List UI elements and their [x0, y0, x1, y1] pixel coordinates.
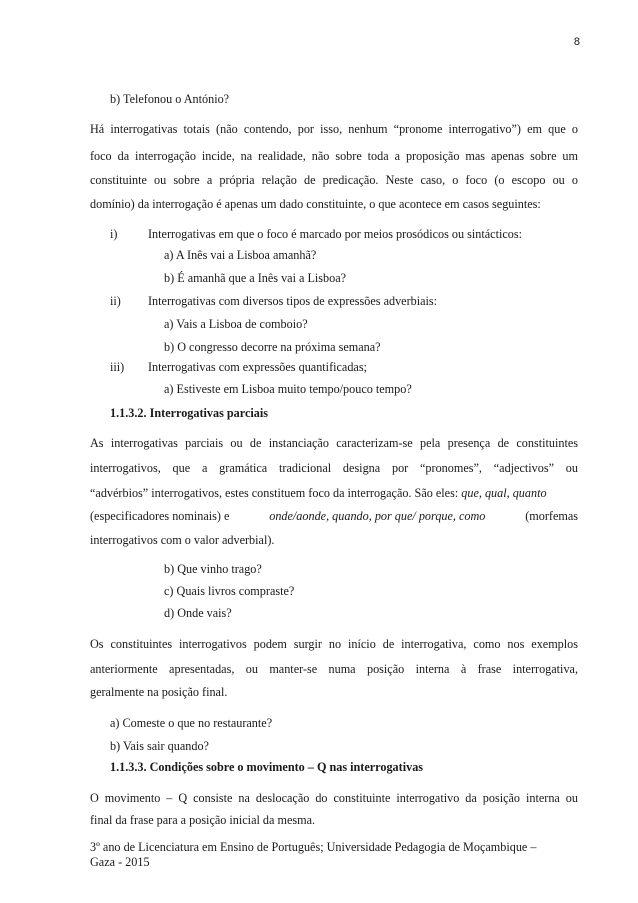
paragraph-line: constituinte ou sobre a própria relação de predicação. Neste caso, o foco (o escopo ou o [90, 173, 578, 187]
section-heading: 1.1.3.3. Condições sobre o movimento – Q nas interrogativas [110, 760, 424, 774]
example-item: a) A Inês vai a Lisboa amanhã? [164, 248, 317, 262]
paragraph-line: interrogativos com o valor adverbial). [90, 533, 275, 547]
list-marker: i) [110, 227, 118, 241]
example-item: d) Onde vais? [164, 606, 232, 620]
section-heading: 1.1.3.2. Interrogativas parciais [110, 406, 268, 420]
paragraph-line: interrogativos, que a gramática tradicional designa por “pronomes”, “adjectivos” ou [90, 461, 578, 475]
footer [90, 840, 580, 870]
paragraph-line: As interrogativas parciais ou de instanciação caracterizam-se pela presença de constituintes [90, 436, 578, 450]
intro-example: b) Telefonou o António? [110, 92, 230, 106]
list-marker: ii) [110, 294, 121, 308]
list-item-text: Interrogativas com expressões quantificadas; [148, 360, 367, 374]
paragraph-line: domínio) da interrogação é apenas um dado constituinte, o que acontece em casos seguintes: [90, 197, 541, 211]
paragraph-line: Há interrogativas totais (não contendo, por isso, nenhum “pronome interrogativo”) em que o [90, 122, 578, 136]
example-item: a) Vais a Lisboa de comboio? [164, 317, 308, 331]
paragraph-line: final da frase para a posição inicial da mesma. [90, 813, 316, 827]
paragraph-text: “advérbios” interrogativos, estes constituem foco da interrogação. São eles: [90, 486, 459, 500]
italic-terms: que, qual, quanto [461, 486, 547, 500]
paragraph-text: (especificadores nominais) e [90, 509, 230, 523]
example-item: a) Comeste o que no restaurante? [110, 716, 273, 730]
paragraph-line [90, 485, 578, 501]
list-marker: iii) [110, 360, 125, 374]
example-item: b) Que vinho trago? [164, 562, 262, 576]
paragraph-text: (morfemas [525, 509, 578, 523]
example-item: a) Estiveste em Lisboa muito tempo/pouco tempo? [164, 382, 412, 396]
paragraph-line: anteriormente apresentadas, ou manter-se numa posição interna à frase interrogativa, [90, 662, 578, 676]
example-item: b) Vais sair quando? [110, 739, 209, 753]
example-item: b) O congresso decorre na próxima semana? [164, 340, 381, 354]
italic-terms: onde/aonde, quando, por que/ porque, como [269, 509, 486, 523]
example-item: b) É amanhã que a Inês vai a Lisboa? [164, 271, 347, 285]
footer-line: 3º ano de Licenciatura em Ensino de Português; Universidade Pedagogia de Moçambique – [90, 840, 537, 854]
paragraph-line: O movimento – Q consiste na deslocação do constituinte interrogativo da posição interna ou [90, 791, 578, 805]
page-number: 8 [573, 36, 580, 48]
paragraph-line: foco da interrogação incide, na realidade, não sobre toda a proposição mas apenas sobre um [90, 149, 578, 163]
footer-line: Gaza - 2015 [90, 855, 150, 869]
paragraph-line [90, 508, 578, 524]
paragraph-line: geralmente na posição final. [90, 685, 228, 699]
example-item: c) Quais livros compraste? [164, 584, 295, 598]
list-item-text: Interrogativas com diversos tipos de expressões adverbiais: [148, 294, 438, 308]
paragraph-line: Os constituintes interrogativos podem surgir no início de interrogativa, como nos exemplos [90, 637, 578, 651]
list-item-text: Interrogativas em que o foco é marcado por meios prosódicos ou sintácticos: [148, 227, 522, 241]
